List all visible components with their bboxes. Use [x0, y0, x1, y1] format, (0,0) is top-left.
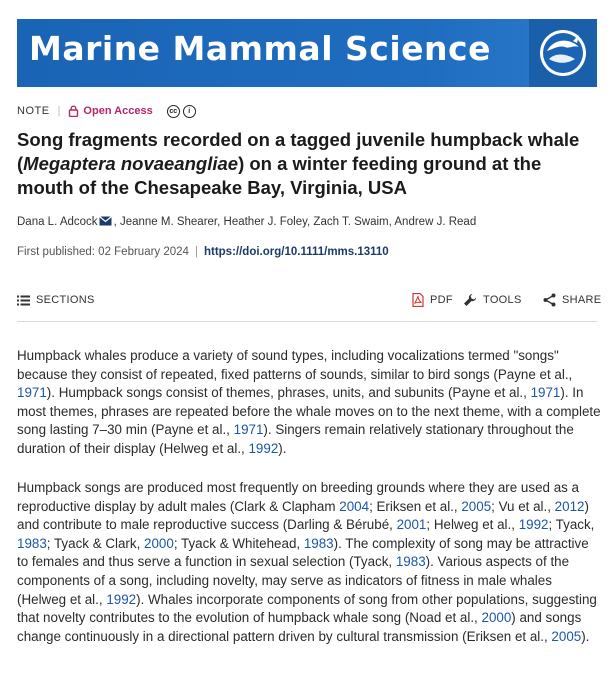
author-name[interactable]: Heather J. Foley	[223, 216, 308, 228]
paragraph-text: ).	[581, 628, 590, 644]
open-access-label: Open Access	[83, 105, 153, 117]
license-icons[interactable]	[167, 105, 199, 118]
paragraph-text: ) and contribute to male reproductive success (Darling & Bérubé,	[17, 498, 589, 533]
citation-link[interactable]: 2001	[396, 517, 427, 533]
paragraph-text: ; Tyack & Whitehead,	[173, 535, 304, 551]
citation-link[interactable]: 1971	[17, 385, 47, 401]
citation-link[interactable]: 1983	[395, 554, 426, 570]
citation-link[interactable]: 1992	[106, 591, 137, 607]
citation-link[interactable]: 2004	[339, 498, 370, 514]
citation-link[interactable]: 1992	[518, 517, 549, 533]
tools-button[interactable]	[463, 291, 522, 309]
pdf-label: PDF	[430, 294, 453, 306]
citation-link[interactable]: 2012	[554, 498, 585, 514]
citation-link[interactable]: 1971	[530, 385, 561, 401]
paragraph-text: ). The complexity of song may be attractive to females and thus serve a function in sexual selection (Tyack,	[17, 535, 589, 570]
share-label: SHARE	[562, 294, 602, 306]
pdf-icon	[412, 293, 424, 307]
journal-banner[interactable]	[17, 19, 597, 87]
paragraph-text: ; Eriksen et al.,	[369, 498, 462, 514]
pdf-button[interactable]	[412, 291, 453, 309]
citation-link[interactable]: 2000	[144, 535, 174, 551]
wrench-icon	[463, 293, 477, 307]
toolbar-divider	[17, 321, 597, 322]
sections-button[interactable]	[17, 291, 95, 309]
by-icon: i	[183, 105, 196, 118]
open-access-badge[interactable]	[68, 105, 152, 117]
paragraph-text: ). Various aspects of the components of a song, including novelty, may serve as indicators of fitness in male whales (Helweg et al.,	[17, 554, 570, 607]
journal-logo	[529, 19, 597, 87]
doi-link[interactable]: https://doi.org/10.1111/mms.13110	[203, 246, 389, 258]
author-name[interactable]: Zach T. Swaim	[313, 216, 389, 228]
share-button[interactable]	[543, 291, 601, 309]
article-meta	[17, 103, 199, 119]
sections-label: SECTIONS	[36, 294, 95, 306]
article-title: Song fragments recorded on a tagged juvenile humpback whale (Megaptera novaeangliae) on a winter feeding ground at the mouth of the Chesapeake Bay, Virginia, USA	[17, 129, 580, 198]
lock-icon	[68, 105, 79, 117]
author-list: Dana L. Adcock , Jeanne M. Shearer, Heather J. Foley, Zach T. Swaim, Andrew J. Read	[17, 216, 477, 228]
meta-divider: |	[57, 105, 61, 117]
journal-title[interactable]: Marine Mammal Science	[29, 29, 491, 68]
citation-link[interactable]: 1983	[17, 535, 47, 551]
citation-link[interactable]: 1971	[233, 422, 264, 438]
paragraph-text: ; Vu et al.,	[491, 498, 555, 514]
paragraph-text: ; Tyack,	[548, 517, 595, 533]
publication-info: First published: 02 February 2024 | https://doi.org/10.1111/mms.13110	[17, 246, 389, 258]
article-type: NOTE	[17, 105, 50, 117]
body-paragraph	[17, 479, 601, 646]
share-icon	[543, 293, 556, 307]
author-name[interactable]: Andrew J. Read	[394, 216, 477, 228]
citation-link[interactable]: 2005	[461, 498, 492, 514]
mail-icon[interactable]	[99, 216, 112, 226]
citation-link[interactable]: 2005	[551, 628, 582, 644]
tools-label: TOOLS	[483, 294, 522, 306]
author-name[interactable]: Dana L. Adcock	[17, 216, 98, 228]
body-paragraph	[17, 347, 601, 459]
paragraph-text: ; Tyack & Clark,	[46, 535, 145, 551]
paragraph-text: Humpback whales produce a variety of sound types, including vocalizations termed "songs" because they consist of repeated, fixed patterns of sounds, similar to bird songs (Payne et al.,	[17, 348, 573, 382]
paragraph-text: ).	[278, 440, 287, 456]
paragraph-text: ) and songs change continuously in a directional pattern driven by cultural transmission (Eriksen et al.,	[17, 610, 582, 644]
article-toolbar	[17, 291, 602, 311]
first-published: First published: 02 February 2024	[17, 246, 189, 258]
citation-link[interactable]: 1992	[248, 440, 279, 456]
author-name[interactable]: Jeanne M. Shearer	[119, 216, 218, 228]
citation-link[interactable]: 1983	[303, 535, 334, 551]
paragraph-text: Humpback songs are produced most frequently on breeding grounds where they are used as a reproductive display by adult males (Clark & Clapham	[17, 480, 580, 514]
paragraph-text: ). Whales incorporate components of song from other populations, suggesting that novelty contributes to the evolution of humpback whale song (Noad et al.,	[17, 591, 597, 626]
paragraph-text: ). Humpback songs consist of themes, phrases, units, and subunits (Payne et al.,	[46, 385, 531, 401]
paragraph-text: ). In most themes, phrases are repeated before the whale moves on to the next theme, with a complete song lasting 7–30 min (Payne et al.,	[17, 385, 601, 438]
menu-icon	[17, 295, 30, 306]
cc-icon: cc	[167, 105, 180, 118]
paragraph-text: ; Helweg et al.,	[426, 517, 519, 533]
citation-link[interactable]: 2000	[481, 610, 512, 626]
paragraph-text: ). Singers remain relatively stationary throughout the duration of their display (Helweg et al.,	[17, 422, 574, 456]
